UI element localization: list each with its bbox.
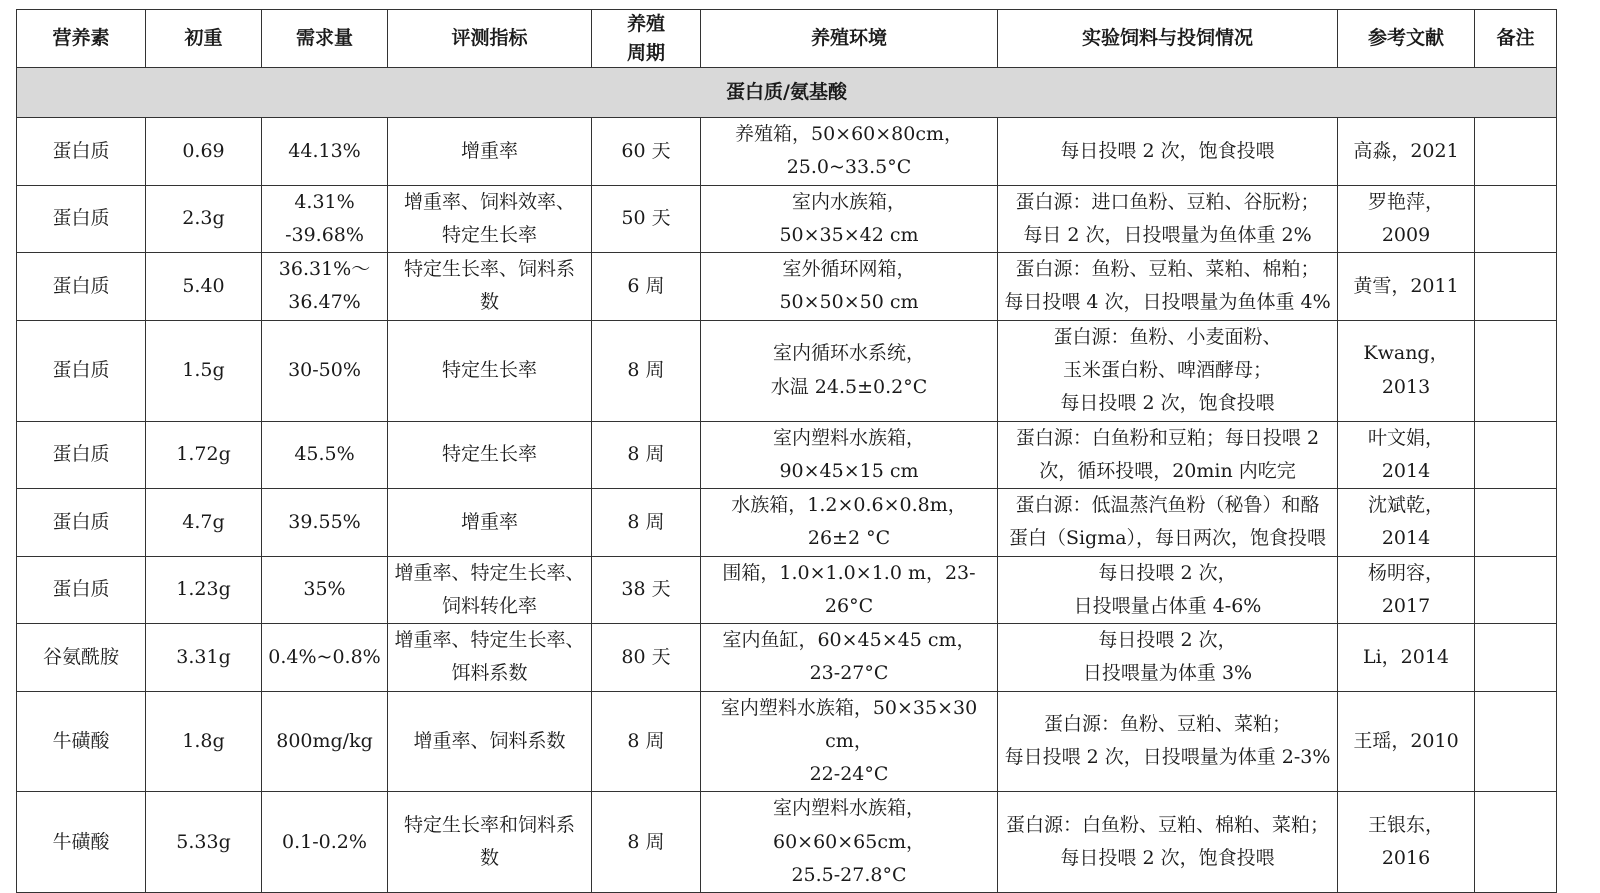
cell-indicator <box>388 792 592 893</box>
cell-text: 增重率、饲料系数 <box>413 729 566 752</box>
cell-remark <box>1475 489 1557 557</box>
cell-indicator <box>388 320 592 421</box>
cell-text: 特定生长率和饲料系 数 <box>403 813 575 870</box>
cell-initial-weight <box>146 421 262 489</box>
cell-text: 室内塑料水族箱，60×60×65cm， 25.5-27.8°C <box>772 797 926 886</box>
header-nutrient: 营养素 <box>17 10 146 68</box>
cell-text: 4.31% -39.68% <box>285 190 364 246</box>
cell-text: Li，2014 <box>1362 645 1450 668</box>
cell-environment <box>701 792 998 893</box>
cell-text: 50 天 <box>621 207 671 230</box>
header-initial-weight: 初重 <box>146 10 262 68</box>
cell-requirement <box>262 556 388 624</box>
cell-nutrient <box>17 489 146 557</box>
cell-period <box>592 624 701 692</box>
cell-text: 特定生长率、饲料系 数 <box>403 258 575 314</box>
cell-text: 蛋白源：鱼粉、小麦面粉、 玉米蛋白粉、啤酒酵母； 每日投喂 2 次，饱食投喂 <box>1053 325 1282 415</box>
table-row <box>17 691 1557 792</box>
cell-text: 特定生长率 <box>441 358 537 381</box>
table-row <box>17 792 1557 893</box>
cell-remark <box>1475 421 1557 489</box>
cell-feed <box>998 320 1338 421</box>
cell-environment <box>701 624 998 692</box>
cell-reference <box>1338 118 1475 186</box>
cell-text: 8 周 <box>627 830 665 853</box>
cell-remark <box>1475 185 1557 253</box>
cell-feed <box>998 421 1338 489</box>
cell-text: 围箱，1.0×1.0×1.0 m，23-26°C <box>722 561 976 617</box>
cell-reference <box>1338 253 1475 321</box>
cell-reference <box>1338 556 1475 624</box>
cell-feed <box>998 556 1338 624</box>
cell-text: 45.5% <box>294 443 355 466</box>
cell-nutrient <box>17 118 146 186</box>
cell-text: 蛋白质 <box>52 207 110 230</box>
table-row <box>17 185 1557 253</box>
cell-remark <box>1475 624 1557 692</box>
cell-text: Kwang，2013 <box>1363 342 1449 398</box>
cell-period <box>592 792 701 893</box>
cell-nutrient <box>17 253 146 321</box>
cell-requirement <box>262 118 388 186</box>
cell-period <box>592 253 701 321</box>
cell-text: 4.7g <box>182 510 225 533</box>
cell-text: 室内水族箱， 50×35×42 cm <box>779 190 919 246</box>
cell-text: 30-50% <box>288 358 361 381</box>
header-environment: 养殖环境 <box>701 10 998 68</box>
cell-text: 增重率 <box>460 510 518 533</box>
cell-reference <box>1338 320 1475 421</box>
cell-period <box>592 421 701 489</box>
cell-text: 8 周 <box>627 358 665 381</box>
cell-indicator <box>388 253 592 321</box>
cell-text: 38 天 <box>621 578 671 601</box>
cell-text: 叶文娟，2014 <box>1367 426 1444 482</box>
cell-nutrient <box>17 624 146 692</box>
cell-text: 罗艳萍，2009 <box>1367 190 1444 246</box>
cell-text: 王瑶，2010 <box>1353 729 1459 752</box>
cell-initial-weight <box>146 253 262 321</box>
cell-period <box>592 489 701 557</box>
cell-indicator <box>388 421 592 489</box>
cell-remark <box>1475 691 1557 792</box>
cell-indicator <box>388 556 592 624</box>
cell-feed <box>998 691 1338 792</box>
table-row <box>17 489 1557 557</box>
cell-reference <box>1338 624 1475 692</box>
cell-text: 室外循环网箱， 50×50×50 cm <box>779 258 919 314</box>
cell-feed <box>998 185 1338 253</box>
cell-requirement <box>262 489 388 557</box>
cell-indicator <box>388 691 592 792</box>
cell-initial-weight <box>146 624 262 692</box>
cell-environment <box>701 421 998 489</box>
cell-text: 44.13% <box>288 139 361 162</box>
cell-period <box>592 118 701 186</box>
cell-text: 特定生长率 <box>441 443 537 466</box>
cell-text: 水族箱，1.2×0.6×0.8m，26±2 °C <box>731 494 967 550</box>
header-indicator: 评测指标 <box>388 10 592 68</box>
cell-environment <box>701 185 998 253</box>
header-reference: 参考文献 <box>1338 10 1475 68</box>
cell-reference <box>1338 792 1475 893</box>
cell-text: 牛磺酸 <box>52 729 110 752</box>
cell-feed <box>998 792 1338 893</box>
cell-nutrient <box>17 691 146 792</box>
cell-text: 8 周 <box>627 729 665 752</box>
cell-environment <box>701 691 998 792</box>
cell-text: 蛋白质 <box>52 578 110 601</box>
cell-text: 0.4%~0.8% <box>268 645 381 668</box>
cell-period <box>592 185 701 253</box>
cell-reference <box>1338 421 1475 489</box>
cell-initial-weight <box>146 792 262 893</box>
cell-requirement <box>262 253 388 321</box>
cell-requirement <box>262 792 388 893</box>
header-requirement: 需求量 <box>262 10 388 68</box>
cell-text: 0.69 <box>182 139 225 162</box>
nutrient-requirement-table <box>16 9 1557 893</box>
cell-remark <box>1475 118 1557 186</box>
cell-feed <box>998 118 1338 186</box>
cell-nutrient <box>17 320 146 421</box>
cell-text: 蛋白质 <box>52 139 110 162</box>
cell-initial-weight <box>146 489 262 557</box>
cell-indicator <box>388 624 592 692</box>
cell-nutrient <box>17 421 146 489</box>
cell-text: 牛磺酸 <box>52 830 110 853</box>
cell-period <box>592 691 701 792</box>
cell-remark <box>1475 556 1557 624</box>
cell-text: 蛋白质 <box>52 510 110 533</box>
cell-reference <box>1338 489 1475 557</box>
cell-text: 60 天 <box>621 139 671 162</box>
cell-text: 1.23g <box>176 578 231 601</box>
cell-text: 增重率、特定生长率、 饲料转化率 <box>394 561 585 617</box>
cell-text: 蛋白源：鱼粉、豆粕、菜粕、棉粕； 每日投喂 4 次，日投喂量为鱼体重 4% <box>1004 258 1331 314</box>
cell-environment <box>701 253 998 321</box>
cell-text: 谷氨酰胺 <box>42 645 119 668</box>
cell-text: 杨明容，2017 <box>1367 561 1444 617</box>
cell-text: 每日投喂 2 次， 日投喂量占体重 4-6% <box>1073 561 1262 617</box>
cell-text: 1.5g <box>182 358 225 381</box>
cell-text: 800mg/kg <box>276 729 373 752</box>
header-row <box>17 10 1557 68</box>
cell-initial-weight <box>146 118 262 186</box>
cell-text: 8 周 <box>627 443 665 466</box>
cell-nutrient <box>17 792 146 893</box>
cell-text: 王银东，2016 <box>1367 813 1444 870</box>
cell-initial-weight <box>146 691 262 792</box>
cell-period <box>592 320 701 421</box>
cell-text: 高淼，2021 <box>1353 139 1459 162</box>
cell-text: 5.33g <box>176 830 231 853</box>
cell-text: 增重率、特定生长率、 饵料系数 <box>394 629 585 685</box>
cell-reference <box>1338 185 1475 253</box>
header-remark: 备注 <box>1475 10 1557 68</box>
cell-text: 蛋白源：进口鱼粉、豆粕、谷朊粉； 每日 2 次，日投喂量为鱼体重 2% <box>1015 190 1320 246</box>
cell-text: 蛋白源：鱼粉、豆粕、菜粕； 每日投喂 2 次，日投喂量为体重 2-3% <box>1004 713 1331 769</box>
cell-requirement <box>262 421 388 489</box>
table-row <box>17 624 1557 692</box>
cell-initial-weight <box>146 185 262 253</box>
cell-indicator <box>388 489 592 557</box>
cell-text: 5.40 <box>182 274 225 297</box>
cell-environment <box>701 556 998 624</box>
cell-text: 2.3g <box>182 207 225 230</box>
cell-requirement <box>262 691 388 792</box>
cell-text: 增重率、饲料效率、 特定生长率 <box>403 190 575 246</box>
table-row <box>17 421 1557 489</box>
cell-text: 沈斌乾，2014 <box>1367 494 1444 550</box>
header-period: 养殖 周期 <box>592 10 701 68</box>
table-row <box>17 320 1557 421</box>
cell-text: 1.72g <box>176 443 231 466</box>
table-row <box>17 253 1557 321</box>
cell-text: 每日投喂 2 次，饱食投喂 <box>1060 139 1275 162</box>
cell-text: 蛋白质 <box>52 443 110 466</box>
cell-environment <box>701 118 998 186</box>
cell-environment <box>701 320 998 421</box>
cell-initial-weight <box>146 556 262 624</box>
cell-text: 蛋白质 <box>52 274 110 297</box>
cell-text: 80 天 <box>621 645 671 668</box>
cell-text: 蛋白源：低温蒸汽鱼粉（秘鲁）和酪 蛋白（Sigma），每日两次，饱食投喂 <box>1008 494 1327 550</box>
cell-text: 39.55% <box>288 510 361 533</box>
cell-text: 黄雪，2011 <box>1353 274 1459 297</box>
cell-text: 36.31%～ 36.47% <box>278 258 371 314</box>
cell-text: 蛋白源：白鱼粉和豆粕；每日投喂 2 次，循环投喂，20min 内吃完 <box>1015 426 1320 482</box>
section-title: 蛋白质/氨基酸 <box>17 68 1557 118</box>
cell-text: 室内鱼缸，60×45×45 cm， 23-27°C <box>722 629 976 685</box>
cell-environment <box>701 489 998 557</box>
table-row <box>17 556 1557 624</box>
cell-requirement <box>262 624 388 692</box>
cell-feed <box>998 489 1338 557</box>
cell-text: 3.31g <box>176 645 231 668</box>
cell-text: 8 周 <box>627 510 665 533</box>
cell-text: 蛋白源：白鱼粉、豆粕、棉粕、菜粕； 每日投喂 2 次，饱食投喂 <box>1005 813 1329 870</box>
cell-remark <box>1475 320 1557 421</box>
cell-text: 6 周 <box>627 274 665 297</box>
cell-feed <box>998 624 1338 692</box>
cell-text: 每日投喂 2 次， 日投喂量为体重 3% <box>1082 629 1253 685</box>
cell-text: 增重率 <box>460 139 518 162</box>
cell-text: 1.8g <box>182 729 225 752</box>
cell-text: 0.1-0.2% <box>282 830 367 853</box>
cell-text: 蛋白质 <box>52 358 110 381</box>
cell-requirement <box>262 185 388 253</box>
cell-text: 35% <box>303 578 346 601</box>
cell-reference <box>1338 691 1475 792</box>
cell-indicator <box>388 118 592 186</box>
cell-remark <box>1475 792 1557 893</box>
cell-nutrient <box>17 556 146 624</box>
cell-indicator <box>388 185 592 253</box>
header-feed: 实验饲料与投饲情况 <box>998 10 1338 68</box>
cell-text: 室内塑料水族箱， 90×45×15 cm <box>772 426 925 482</box>
cell-text: 养殖箱，50×60×80cm， 25.0~33.5°C <box>734 123 964 179</box>
cell-feed <box>998 253 1338 321</box>
cell-text: 室内循环水系统， 水温 24.5±0.2°C <box>770 342 928 398</box>
cell-requirement <box>262 320 388 421</box>
cell-period <box>592 556 701 624</box>
cell-remark <box>1475 253 1557 321</box>
section-row <box>17 68 1557 118</box>
cell-initial-weight <box>146 320 262 421</box>
cell-text: 室内塑料水族箱，50×35×30 cm， 22-24°C <box>720 696 978 785</box>
cell-nutrient <box>17 185 146 253</box>
table-row <box>17 118 1557 186</box>
